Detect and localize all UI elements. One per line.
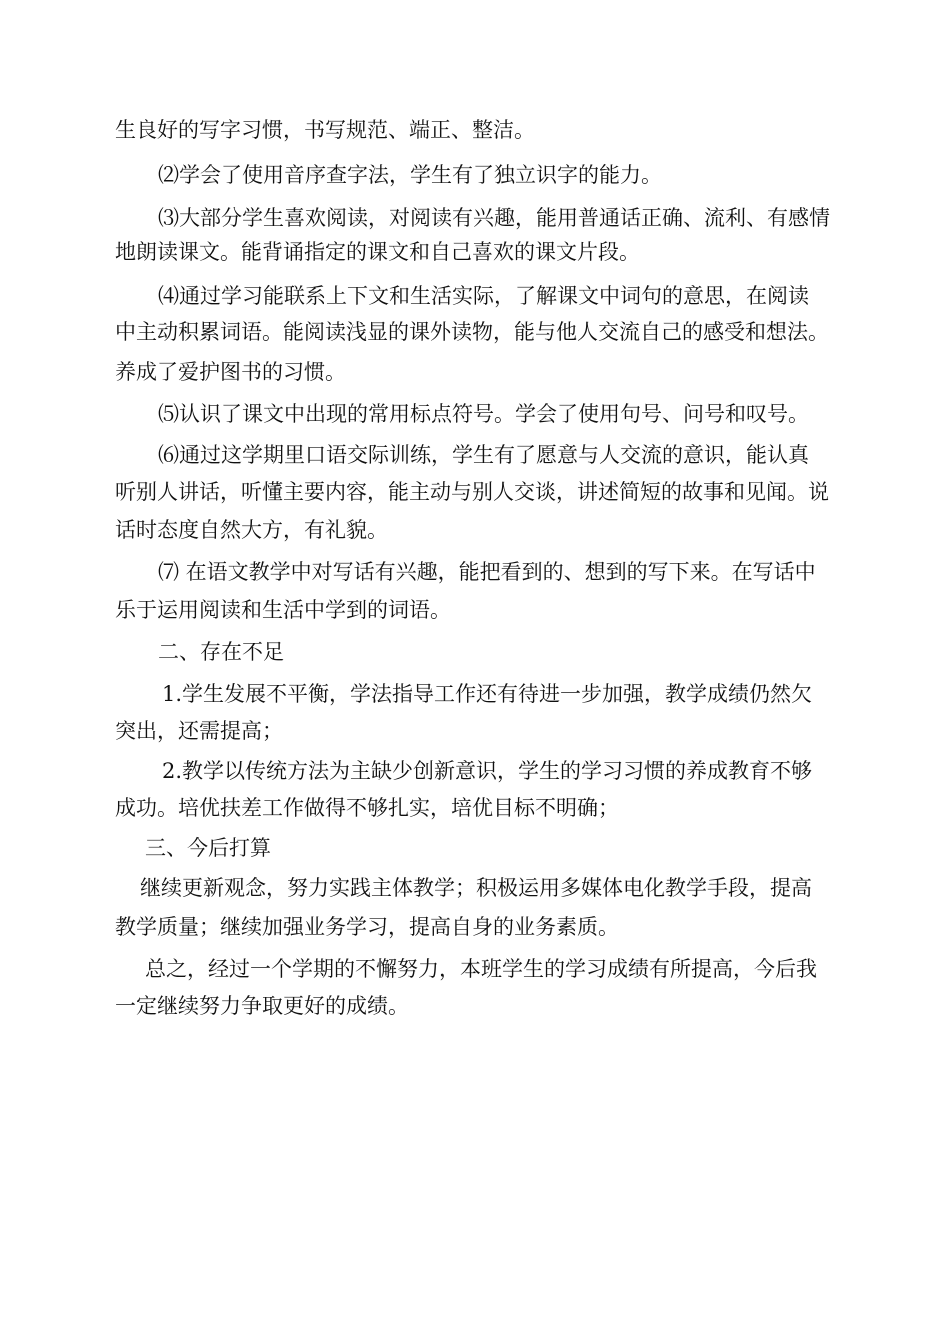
text-line: 突出，还需提高； <box>115 719 283 743</box>
text-line: 中主动积累词语。能阅读浅显的课外读物，能与他人交流自己的感受和想法。 <box>115 320 829 344</box>
text-line: ⑺ 在语文教学中对写话有兴趣，能把看到的、想到的写下来。在写话中 <box>158 560 816 584</box>
text-line: 成功。培优扶差工作做得不够扎实，培优目标不明确； <box>115 796 619 820</box>
text-line: 听别人讲话，听懂主要内容，能主动与别人交谈，讲述简短的故事和见闻。说 <box>115 480 829 504</box>
section-heading: 二、存在不足 <box>158 640 284 664</box>
text-line: ⑹通过这学期里口语交际训练，学生有了愿意与人交流的意识，能认真 <box>158 443 809 467</box>
text-line: 地朗读课文。能背诵指定的课文和自己喜欢的课文片段。 <box>115 240 640 264</box>
text-line: 教学质量；继续加强业务学习，提高自身的业务素质。 <box>115 915 619 939</box>
text-line: ⑸认识了课文中出现的常用标点符号。学会了使用句号、问号和叹号。 <box>158 402 809 426</box>
text-line: ⑵学会了使用音序查字法，学生有了独立识字的能力。 <box>158 163 662 187</box>
text-line: ⑶大部分学生喜欢阅读，对阅读有兴趣，能用普通话正确、流利、有感情 <box>158 206 830 230</box>
text-line: 乐于运用阅读和生活中学到的词语。 <box>115 598 451 622</box>
text-line: 养成了爱护图书的习惯。 <box>115 360 346 384</box>
text-line: 继续更新观念，努力实践主体教学；积极运用多媒体电化教学手段，提高 <box>140 876 812 900</box>
text-line: 一定继续努力争取更好的成绩。 <box>115 994 409 1018</box>
text-line: 2.教学以传统方法为主缺少创新意识，学生的学习习惯的养成教育不够 <box>162 759 813 783</box>
text-line: ⑷通过学习能联系上下文和生活实际，了解课文中词句的意思，在阅读 <box>158 284 809 308</box>
text-line: 生良好的写字习惯，书写规范、端正、整洁。 <box>115 118 535 142</box>
section-heading: 三、今后打算 <box>145 836 271 860</box>
text-line: 1.学生发展不平衡，学法指导工作还有待进一步加强，教学成绩仍然欠 <box>162 682 813 706</box>
text-line: 话时态度自然大方，有礼貌。 <box>115 518 388 542</box>
text-line: 总之，经过一个学期的不懈努力，本班学生的学习成绩有所提高，今后我 <box>145 957 817 981</box>
